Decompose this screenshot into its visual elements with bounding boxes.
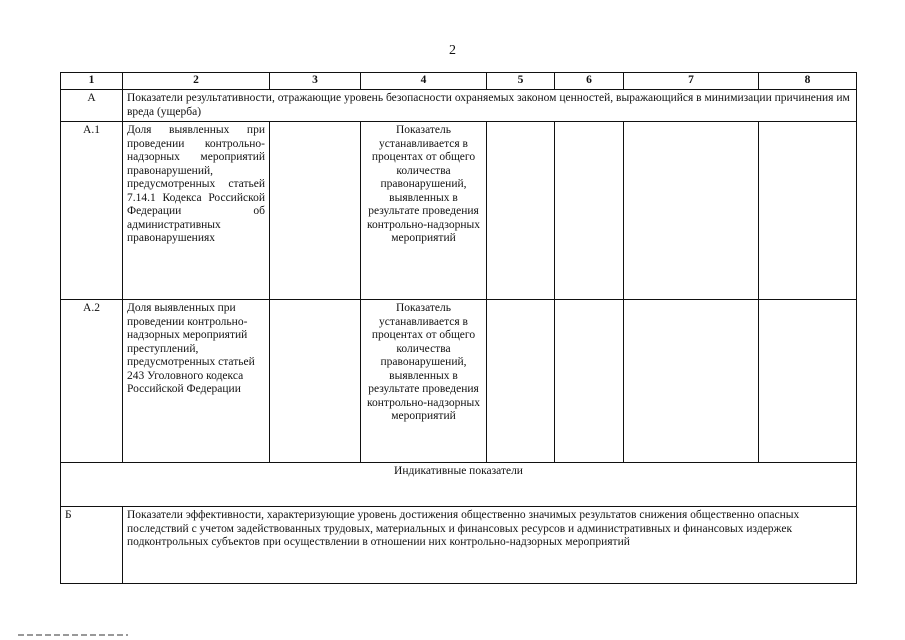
- table-row: [61, 300, 857, 463]
- indicator-name: Доля выявленных при проведении контрольно-надзорных мероприятий правонарушений, предусмотренных статьей 7.14.1 Кодекса Российской Федерации об административных правонарушениях: [123, 122, 270, 300]
- empty-cell: [624, 122, 759, 300]
- empty-cell: [624, 300, 759, 463]
- section-title: Показатели эффективности, характеризующие уровень достижения общественно значимых результатов снижения общественно опасных последствий с учетом задействованных трудовых, материальных и финансовых ресурсов и административных и финансовых издержек подконтрольных субъектов при осуществлении в отношении них контрольно-надзорных мероприятий: [123, 507, 857, 584]
- indicative-row: [61, 463, 857, 507]
- row-code: А.2: [61, 300, 123, 463]
- column-number: 2: [123, 73, 270, 90]
- section-code: А: [61, 90, 123, 122]
- section-title: Показатели результативности, отражающие уровень безопасности охраняемых законом ценностей, выражающийся в минимизации причинения им вреда (ущерба): [123, 90, 857, 122]
- column-number: 1: [61, 73, 123, 90]
- empty-cell: [487, 122, 555, 300]
- indicator-name: Доля выявленных при проведении контрольно-надзорных мероприятий преступлений, предусмотренных статьей 243 Уголовного кодекса Российской Федерации: [123, 300, 270, 463]
- scan-artifact-line: [18, 634, 128, 636]
- empty-cell: [759, 122, 857, 300]
- empty-cell: [759, 300, 857, 463]
- column-number: 8: [759, 73, 857, 90]
- indicators-table: [60, 72, 857, 584]
- empty-cell: [270, 300, 361, 463]
- column-number: 7: [624, 73, 759, 90]
- column-number-row: [61, 73, 857, 90]
- empty-cell: [555, 122, 624, 300]
- column-number: 5: [487, 73, 555, 90]
- calculation-method: Показатель устанавливается в процентах от общего количества правонарушений, выявленных в результате проведения контрольно-надзорных мероприятий: [361, 122, 487, 300]
- section-b-row: [61, 507, 857, 584]
- calculation-method: Показатель устанавливается в процентах от общего количества правонарушений, выявленных в результате проведения контрольно-надзорных мероприятий: [361, 300, 487, 463]
- column-number: 6: [555, 73, 624, 90]
- column-number: 4: [361, 73, 487, 90]
- section-a-row: [61, 90, 857, 122]
- section-code: Б: [61, 507, 123, 584]
- indicative-title: Индикативные показатели: [61, 463, 857, 507]
- table-row: [61, 122, 857, 300]
- empty-cell: [555, 300, 624, 463]
- page-number: 2: [449, 43, 456, 58]
- column-number: 3: [270, 73, 361, 90]
- empty-cell: [487, 300, 555, 463]
- empty-cell: [270, 122, 361, 300]
- row-code: А.1: [61, 122, 123, 300]
